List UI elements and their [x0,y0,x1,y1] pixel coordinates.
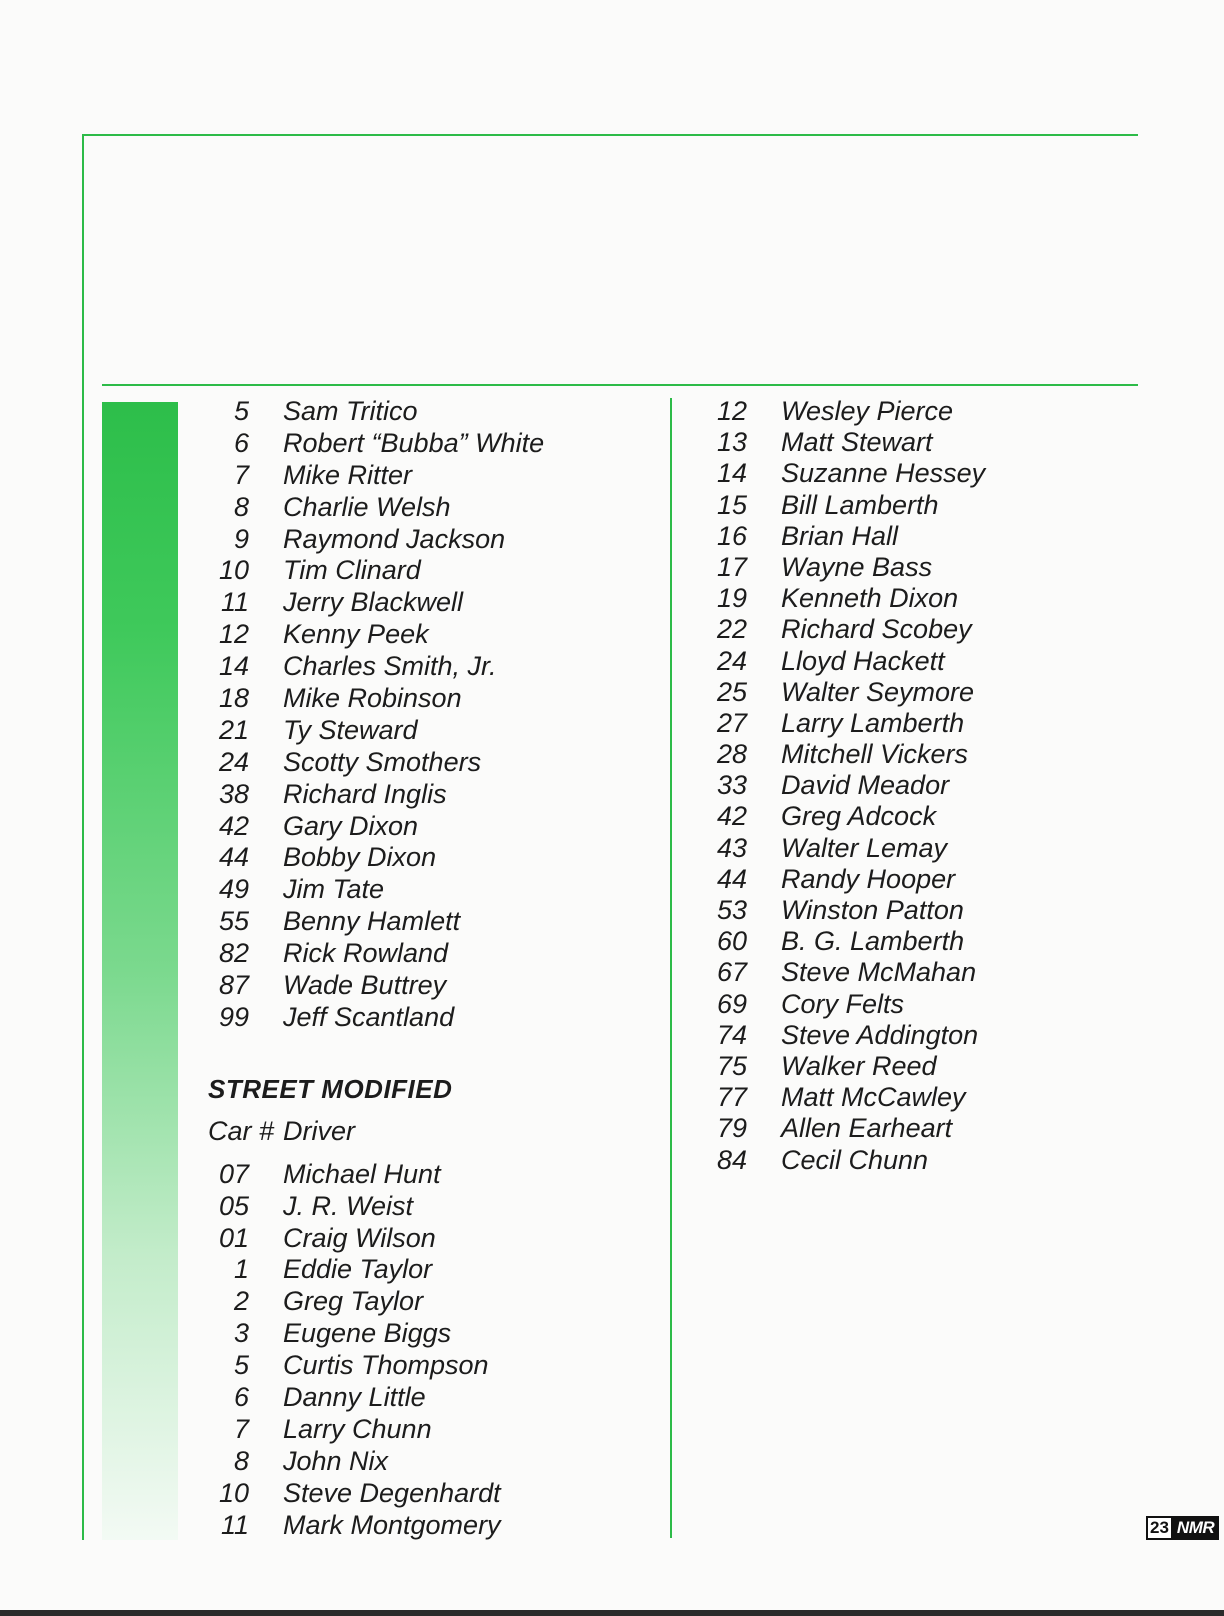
driver-name: Benny Hamlett [283,906,461,937]
driver-name: Matt Stewart [781,427,933,458]
car-number: 11 [220,587,249,618]
car-number: 22 [716,614,747,645]
car-number: 19 [716,583,747,614]
driver-name: Tim Clinard [283,555,421,586]
car-number: 8 [233,1445,249,1476]
driver-name: Robert “Bubba” White [283,427,545,458]
driver-name: Jeff Scantland [283,1001,455,1032]
driver-name: Charles Smith, Jr. [283,651,497,682]
car-number: 67 [716,957,747,988]
driver-name: David Meador [781,770,950,801]
car-number: 05 [218,1190,249,1221]
car-number: 12 [716,396,747,426]
car-number: 15 [716,489,747,520]
car-number: 84 [716,1144,747,1175]
list-item [703,521,985,552]
list-item [205,460,544,492]
driver-name: Kenny Peek [283,619,429,650]
list-item [703,801,985,832]
page-bottom-edge [0,1610,1224,1616]
driver-name: Larry Lamberth [781,707,965,738]
driver-header: Driver [283,1115,355,1146]
left-driver-list [205,396,544,1034]
driver-name: Randy Hooper [781,863,956,894]
car-number: 44 [716,863,747,894]
list-item [205,1191,544,1223]
driver-name: Walker Reed [781,1050,937,1081]
driver-name: Eddie Taylor [283,1254,433,1285]
car-number: 10 [218,1477,249,1508]
car-number: 2 [233,1286,249,1317]
car-number: 6 [233,427,249,458]
car-number: 13 [716,427,747,458]
page-number: 23 [1146,1516,1173,1540]
list-item [703,957,985,988]
driver-name: Bill Lamberth [781,489,939,520]
list-item [205,779,544,811]
list-item [205,428,544,460]
driver-name: Rick Rowland [283,938,449,969]
car-number: 12 [218,619,249,650]
driver-name: Winston Patton [781,895,964,925]
list-item [205,1478,544,1510]
nmr-logo: NMR [1173,1516,1219,1540]
list-item [205,683,544,715]
car-number: 7 [233,1413,249,1444]
list-item [205,555,544,587]
car-number: 01 [218,1222,249,1253]
driver-name: B. G. Lamberth [781,926,965,957]
driver-name: Jerry Blackwell [283,587,464,618]
driver-name: Curtis Thompson [283,1350,489,1381]
driver-name: Wesley Pierce [781,396,954,426]
list-item [205,524,544,556]
list-item [703,770,985,801]
driver-name: Matt McCawley [781,1082,966,1113]
top-rule [82,134,1138,136]
car-number-header: Car # [208,1115,275,1146]
driver-name: Allen Earheart [781,1113,953,1144]
driver-name: Mitchell Vickers [781,739,969,770]
driver-name: Mike Ritter [283,459,413,490]
list-item [205,1254,544,1286]
car-number: 11 [220,1509,249,1540]
driver-name: Sam Tritico [283,396,418,426]
column-header [208,1116,544,1147]
list-item [205,587,544,619]
list-item [703,552,985,583]
list-item [703,646,985,677]
list-item [703,833,985,864]
driver-name: Danny Little [283,1382,426,1413]
car-number: 21 [218,714,249,745]
list-item [703,614,985,645]
car-number: 75 [716,1050,747,1081]
car-number: 38 [218,778,249,809]
car-number: 07 [218,1158,249,1189]
car-number: 69 [716,988,747,1019]
section-rule [102,384,1138,386]
driver-name: Kenneth Dixon [781,583,959,614]
street-modified-list [205,1159,544,1542]
driver-name: Mark Montgomery [283,1509,501,1540]
list-item [703,427,985,458]
driver-name: J. R. Weist [283,1190,414,1221]
car-number: 3 [233,1318,249,1349]
list-item [205,1446,544,1478]
street-modified-heading: STREET MODIFIED [208,1073,453,1104]
list-item [205,1350,544,1382]
list-item [205,938,544,970]
driver-name: Raymond Jackson [283,523,506,554]
car-number: 25 [716,676,747,707]
car-number: 42 [716,801,747,832]
car-number: 8 [233,491,249,522]
green-gradient-bar [102,402,178,1540]
list-item [703,677,985,708]
driver-name: Steve Degenhardt [283,1477,501,1508]
car-number: 28 [716,739,747,770]
list-item [703,490,985,521]
list-item [703,1051,985,1082]
list-item [703,458,985,489]
list-item [205,1510,544,1542]
list-item [205,1159,544,1191]
driver-name: Bobby Dixon [283,842,437,873]
driver-name: Michael Hunt [283,1158,441,1189]
driver-name: Steve Addington [781,1019,979,1050]
car-number: 33 [716,770,747,801]
list-item [703,989,985,1020]
left-column [205,396,544,1542]
car-number: 99 [218,1001,249,1032]
list-item [703,739,985,770]
list-item [703,864,985,895]
list-item [703,708,985,739]
car-number: 53 [716,895,747,925]
list-item [205,1318,544,1350]
car-number: 18 [218,683,249,714]
left-rule [82,134,84,1540]
driver-name: Suzanne Hessey [781,458,986,489]
list-item [703,1113,985,1144]
list-item [205,906,544,938]
right-column [703,396,985,1176]
driver-name: Greg Adcock [781,801,937,832]
list-item [205,651,544,683]
list-item [205,1382,544,1414]
car-number: 42 [218,810,249,841]
driver-name: Mike Robinson [283,683,462,714]
list-item [205,811,544,843]
list-item [703,926,985,957]
driver-name: Wayne Bass [781,551,933,582]
car-number: 17 [716,551,747,582]
list-item [205,396,544,428]
car-number: 79 [716,1113,747,1144]
driver-name: Ty Steward [283,714,418,745]
driver-name: Walter Seymore [781,676,975,707]
car-number: 7 [233,459,249,490]
list-item [205,492,544,524]
car-number: 6 [233,1382,249,1413]
car-number: 14 [716,458,747,489]
list-item [205,1223,544,1255]
car-number: 77 [716,1082,747,1113]
car-number: 44 [218,842,249,873]
driver-name: Eugene Biggs [283,1318,452,1349]
car-number: 14 [218,651,249,682]
car-number: 74 [716,1019,747,1050]
list-item [205,842,544,874]
driver-name: Richard Scobey [781,614,972,645]
car-number: 1 [233,1254,249,1285]
driver-name: Cory Felts [781,988,905,1019]
car-number: 60 [716,926,747,957]
list-item [205,1286,544,1318]
driver-name: Steve McMahan [781,957,977,988]
list-item [205,715,544,747]
car-number: 10 [218,555,249,586]
list-item [205,747,544,779]
car-number: 9 [233,523,249,554]
car-number: 43 [716,832,747,863]
driver-name: Charlie Welsh [283,491,451,522]
driver-name: Brian Hall [781,520,899,551]
car-number: 82 [218,938,249,969]
column-divider [670,398,672,1538]
car-number: 24 [716,645,747,676]
list-item [205,619,544,651]
list-item [205,874,544,906]
driver-name: John Nix [283,1445,389,1476]
driver-name: Gary Dixon [283,810,419,841]
right-driver-list [703,396,985,1176]
driver-name: Cecil Chunn [781,1144,929,1175]
driver-name: Jim Tate [283,874,385,905]
list-item [703,583,985,614]
driver-name: Lloyd Hackett [781,645,945,676]
driver-name: Scotty Smothers [283,746,482,777]
car-number: 16 [716,520,747,551]
car-number: 24 [218,746,249,777]
car-number: 5 [233,396,249,426]
page-footer-badge [1146,1516,1219,1540]
driver-name: Craig Wilson [283,1222,436,1253]
list-item [205,970,544,1002]
car-number: 49 [218,874,249,905]
list-item [205,1414,544,1446]
driver-name: Greg Taylor [283,1286,424,1317]
car-number: 5 [233,1350,249,1381]
driver-name: Larry Chunn [283,1413,432,1444]
list-item [205,1002,544,1034]
list-item [703,1145,985,1176]
driver-name: Richard Inglis [283,778,447,809]
list-item [703,895,985,926]
list-item [703,1020,985,1051]
list-item [703,1082,985,1113]
car-number: 87 [218,970,249,1001]
driver-name: Walter Lemay [781,832,948,863]
car-number: 27 [716,707,747,738]
car-number: 55 [218,906,249,937]
driver-name: Wade Buttrey [283,970,447,1001]
list-item [703,396,985,427]
